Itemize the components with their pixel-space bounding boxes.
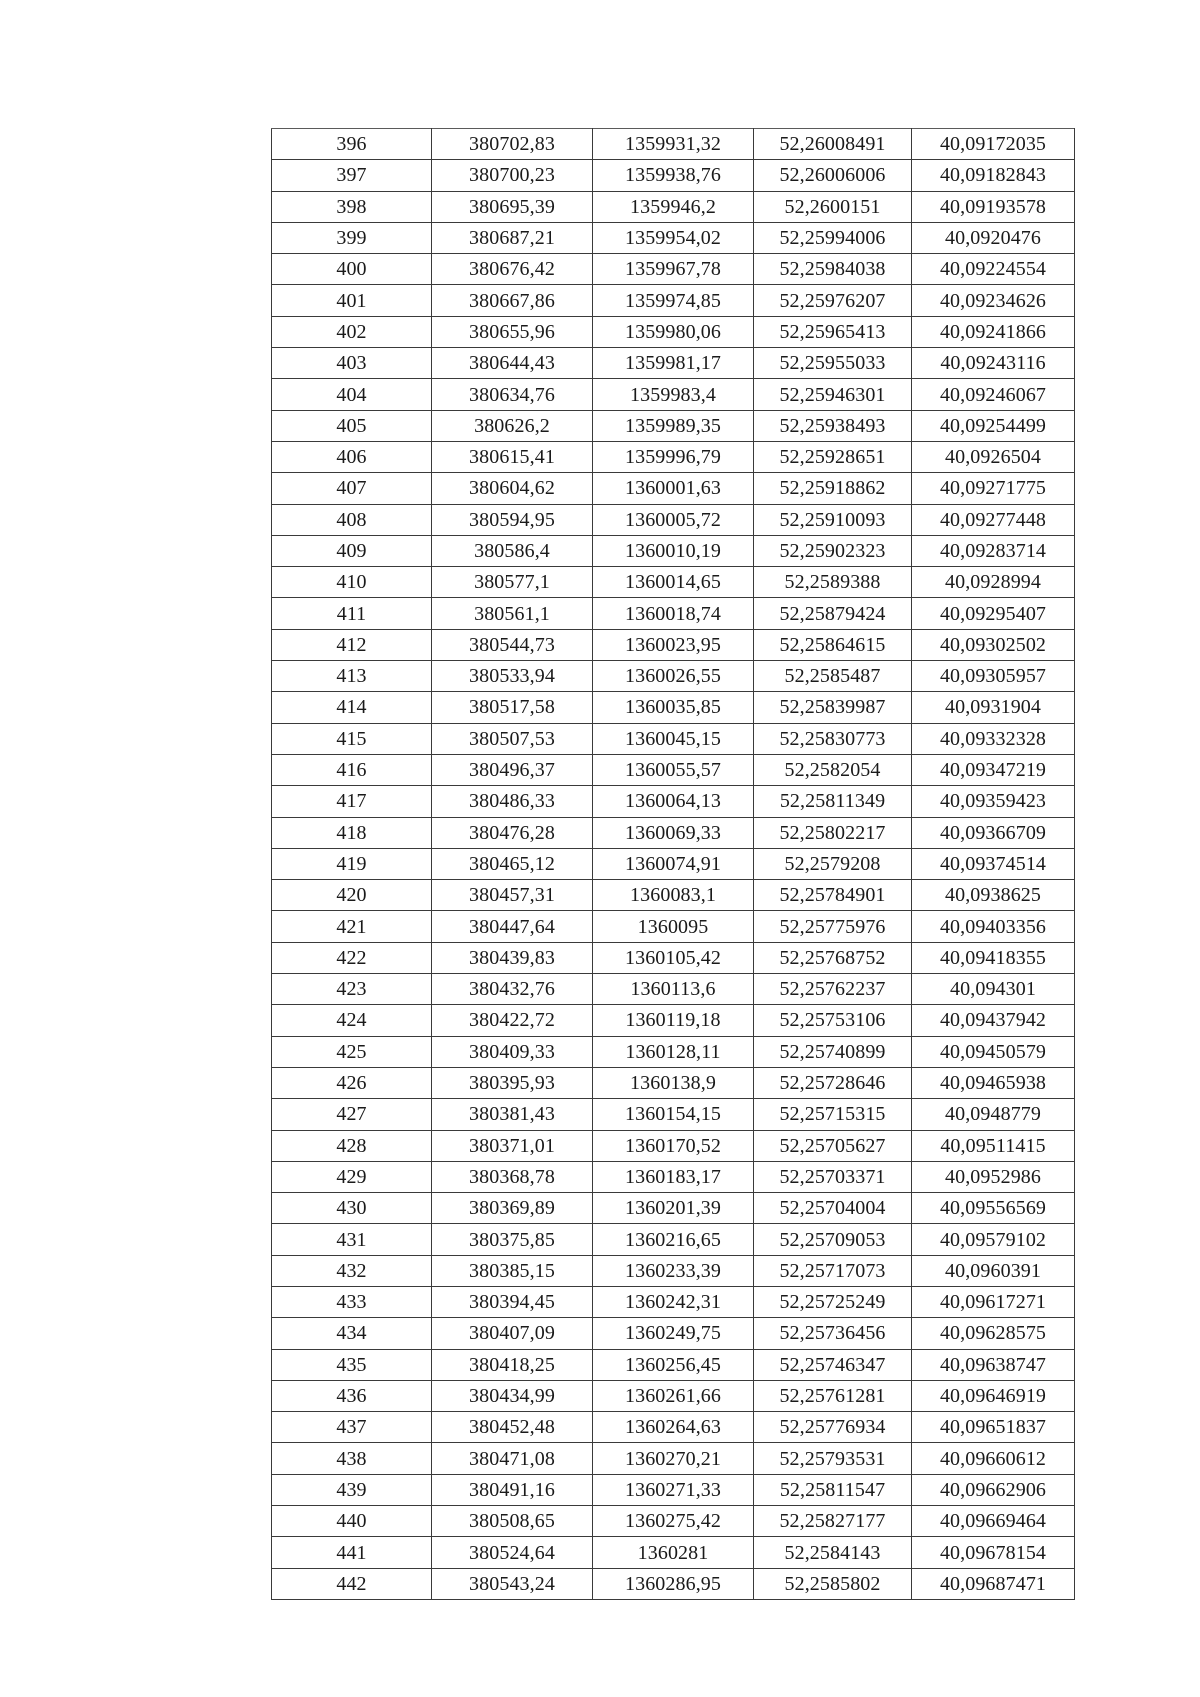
table-row xyxy=(272,848,1075,879)
x-coordinate-cell: 380395,93 xyxy=(432,1067,593,1098)
longitude-cell: 40,0926504 xyxy=(912,441,1075,472)
latitude-cell: 52,2582054 xyxy=(754,754,912,785)
x-coordinate-cell: 380434,99 xyxy=(432,1380,593,1411)
latitude-cell: 52,25776934 xyxy=(754,1412,912,1443)
point-number-cell: 422 xyxy=(272,942,432,973)
longitude-cell: 40,09646919 xyxy=(912,1380,1075,1411)
point-number-cell: 424 xyxy=(272,1005,432,1036)
longitude-cell: 40,09243116 xyxy=(912,348,1075,379)
latitude-cell: 52,25918862 xyxy=(754,473,912,504)
y-coordinate-cell: 1360170,52 xyxy=(593,1130,754,1161)
x-coordinate-cell: 380369,89 xyxy=(432,1193,593,1224)
y-coordinate-cell: 1360270,21 xyxy=(593,1443,754,1474)
y-coordinate-cell: 1359974,85 xyxy=(593,285,754,316)
latitude-cell: 52,25715315 xyxy=(754,1099,912,1130)
x-coordinate-cell: 380507,53 xyxy=(432,723,593,754)
x-coordinate-cell: 380496,37 xyxy=(432,754,593,785)
point-number-cell: 421 xyxy=(272,911,432,942)
point-number-cell: 412 xyxy=(272,629,432,660)
point-number-cell: 405 xyxy=(272,410,432,441)
table-row xyxy=(272,1506,1075,1537)
point-number-cell: 408 xyxy=(272,504,432,535)
table-row xyxy=(272,1568,1075,1599)
point-number-cell: 439 xyxy=(272,1474,432,1505)
longitude-cell: 40,09254499 xyxy=(912,410,1075,441)
x-coordinate-cell: 380375,85 xyxy=(432,1224,593,1255)
y-coordinate-cell: 1359967,78 xyxy=(593,254,754,285)
x-coordinate-cell: 380385,15 xyxy=(432,1255,593,1286)
longitude-cell: 40,09224554 xyxy=(912,254,1075,285)
x-coordinate-cell: 380465,12 xyxy=(432,848,593,879)
y-coordinate-cell: 1360105,42 xyxy=(593,942,754,973)
y-coordinate-cell: 1359938,76 xyxy=(593,160,754,191)
table-row xyxy=(272,974,1075,1005)
y-coordinate-cell: 1359931,32 xyxy=(593,129,754,160)
latitude-cell: 52,25955033 xyxy=(754,348,912,379)
table-row xyxy=(272,1067,1075,1098)
point-number-cell: 399 xyxy=(272,222,432,253)
longitude-cell: 40,09283714 xyxy=(912,535,1075,566)
y-coordinate-cell: 1360035,85 xyxy=(593,692,754,723)
y-coordinate-cell: 1360095 xyxy=(593,911,754,942)
point-number-cell: 440 xyxy=(272,1506,432,1537)
latitude-cell: 52,25802217 xyxy=(754,817,912,848)
longitude-cell: 40,09465938 xyxy=(912,1067,1075,1098)
latitude-cell: 52,25864615 xyxy=(754,629,912,660)
point-number-cell: 411 xyxy=(272,598,432,629)
table-row xyxy=(272,1130,1075,1161)
latitude-cell: 52,25775976 xyxy=(754,911,912,942)
point-number-cell: 430 xyxy=(272,1193,432,1224)
latitude-cell: 52,2585802 xyxy=(754,1568,912,1599)
longitude-cell: 40,09511415 xyxy=(912,1130,1075,1161)
longitude-cell: 40,09302502 xyxy=(912,629,1075,660)
y-coordinate-cell: 1360201,39 xyxy=(593,1193,754,1224)
longitude-cell: 40,09638747 xyxy=(912,1349,1075,1380)
table-row xyxy=(272,535,1075,566)
x-coordinate-cell: 380644,43 xyxy=(432,348,593,379)
point-number-cell: 420 xyxy=(272,880,432,911)
longitude-cell: 40,09305957 xyxy=(912,661,1075,692)
y-coordinate-cell: 1360249,75 xyxy=(593,1318,754,1349)
x-coordinate-cell: 380439,83 xyxy=(432,942,593,973)
x-coordinate-cell: 380508,65 xyxy=(432,1506,593,1537)
longitude-cell: 40,09182843 xyxy=(912,160,1075,191)
table-row xyxy=(272,1255,1075,1286)
latitude-cell: 52,25928651 xyxy=(754,441,912,472)
y-coordinate-cell: 1360128,11 xyxy=(593,1036,754,1067)
coordinates-table-body xyxy=(272,129,1075,1600)
longitude-cell: 40,09662906 xyxy=(912,1474,1075,1505)
x-coordinate-cell: 380687,21 xyxy=(432,222,593,253)
point-number-cell: 415 xyxy=(272,723,432,754)
x-coordinate-cell: 380524,64 xyxy=(432,1537,593,1568)
x-coordinate-cell: 380476,28 xyxy=(432,817,593,848)
table-row xyxy=(272,1412,1075,1443)
x-coordinate-cell: 380409,33 xyxy=(432,1036,593,1067)
y-coordinate-cell: 1360281 xyxy=(593,1537,754,1568)
y-coordinate-cell: 1359980,06 xyxy=(593,316,754,347)
latitude-cell: 52,2579208 xyxy=(754,848,912,879)
x-coordinate-cell: 380432,76 xyxy=(432,974,593,1005)
x-coordinate-cell: 380422,72 xyxy=(432,1005,593,1036)
longitude-cell: 40,09374514 xyxy=(912,848,1075,879)
y-coordinate-cell: 1360026,55 xyxy=(593,661,754,692)
latitude-cell: 52,25717073 xyxy=(754,1255,912,1286)
y-coordinate-cell: 1360271,33 xyxy=(593,1474,754,1505)
table-row xyxy=(272,880,1075,911)
x-coordinate-cell: 380655,96 xyxy=(432,316,593,347)
longitude-cell: 40,0938625 xyxy=(912,880,1075,911)
table-row xyxy=(272,222,1075,253)
y-coordinate-cell: 1360005,72 xyxy=(593,504,754,535)
table-row xyxy=(272,598,1075,629)
y-coordinate-cell: 1360064,13 xyxy=(593,786,754,817)
latitude-cell: 52,25762237 xyxy=(754,974,912,1005)
longitude-cell: 40,09418355 xyxy=(912,942,1075,973)
table-row xyxy=(272,410,1075,441)
point-number-cell: 397 xyxy=(272,160,432,191)
x-coordinate-cell: 380371,01 xyxy=(432,1130,593,1161)
y-coordinate-cell: 1360264,63 xyxy=(593,1412,754,1443)
x-coordinate-cell: 380604,62 xyxy=(432,473,593,504)
longitude-cell: 40,0948779 xyxy=(912,1099,1075,1130)
longitude-cell: 40,09295407 xyxy=(912,598,1075,629)
point-number-cell: 437 xyxy=(272,1412,432,1443)
table-row xyxy=(272,786,1075,817)
y-coordinate-cell: 1359954,02 xyxy=(593,222,754,253)
y-coordinate-cell: 1360242,31 xyxy=(593,1286,754,1317)
y-coordinate-cell: 1360074,91 xyxy=(593,848,754,879)
point-number-cell: 425 xyxy=(272,1036,432,1067)
point-number-cell: 414 xyxy=(272,692,432,723)
y-coordinate-cell: 1359946,2 xyxy=(593,191,754,222)
longitude-cell: 40,09437942 xyxy=(912,1005,1075,1036)
table-row xyxy=(272,629,1075,660)
y-coordinate-cell: 1360069,33 xyxy=(593,817,754,848)
x-coordinate-cell: 380543,24 xyxy=(432,1568,593,1599)
point-number-cell: 418 xyxy=(272,817,432,848)
latitude-cell: 52,25879424 xyxy=(754,598,912,629)
y-coordinate-cell: 1360275,42 xyxy=(593,1506,754,1537)
longitude-cell: 40,09579102 xyxy=(912,1224,1075,1255)
longitude-cell: 40,09246067 xyxy=(912,379,1075,410)
point-number-cell: 417 xyxy=(272,786,432,817)
table-row xyxy=(272,316,1075,347)
coordinates-table xyxy=(271,128,1075,1600)
x-coordinate-cell: 380533,94 xyxy=(432,661,593,692)
latitude-cell: 52,25703371 xyxy=(754,1161,912,1192)
x-coordinate-cell: 380457,31 xyxy=(432,880,593,911)
table-row xyxy=(272,723,1075,754)
x-coordinate-cell: 380634,76 xyxy=(432,379,593,410)
longitude-cell: 40,09271775 xyxy=(912,473,1075,504)
longitude-cell: 40,09277448 xyxy=(912,504,1075,535)
x-coordinate-cell: 380615,41 xyxy=(432,441,593,472)
x-coordinate-cell: 380517,58 xyxy=(432,692,593,723)
table-row xyxy=(272,567,1075,598)
x-coordinate-cell: 380368,78 xyxy=(432,1161,593,1192)
longitude-cell: 40,09450579 xyxy=(912,1036,1075,1067)
point-number-cell: 401 xyxy=(272,285,432,316)
point-number-cell: 434 xyxy=(272,1318,432,1349)
table-row xyxy=(272,1537,1075,1568)
latitude-cell: 52,25811349 xyxy=(754,786,912,817)
point-number-cell: 442 xyxy=(272,1568,432,1599)
longitude-cell: 40,0931904 xyxy=(912,692,1075,723)
table-row xyxy=(272,1349,1075,1380)
table-row xyxy=(272,661,1075,692)
table-row xyxy=(272,1474,1075,1505)
latitude-cell: 52,25704004 xyxy=(754,1193,912,1224)
latitude-cell: 52,25725249 xyxy=(754,1286,912,1317)
x-coordinate-cell: 380702,83 xyxy=(432,129,593,160)
longitude-cell: 40,0920476 xyxy=(912,222,1075,253)
longitude-cell: 40,0952986 xyxy=(912,1161,1075,1192)
longitude-cell: 40,09678154 xyxy=(912,1537,1075,1568)
x-coordinate-cell: 380586,4 xyxy=(432,535,593,566)
latitude-cell: 52,25736456 xyxy=(754,1318,912,1349)
latitude-cell: 52,25994006 xyxy=(754,222,912,253)
latitude-cell: 52,25827177 xyxy=(754,1506,912,1537)
x-coordinate-cell: 380695,39 xyxy=(432,191,593,222)
y-coordinate-cell: 1360055,57 xyxy=(593,754,754,785)
point-number-cell: 403 xyxy=(272,348,432,379)
latitude-cell: 52,25793531 xyxy=(754,1443,912,1474)
table-row xyxy=(272,348,1075,379)
longitude-cell: 40,09366709 xyxy=(912,817,1075,848)
point-number-cell: 413 xyxy=(272,661,432,692)
latitude-cell: 52,25811547 xyxy=(754,1474,912,1505)
table-row xyxy=(272,1036,1075,1067)
point-number-cell: 428 xyxy=(272,1130,432,1161)
latitude-cell: 52,25984038 xyxy=(754,254,912,285)
point-number-cell: 400 xyxy=(272,254,432,285)
x-coordinate-cell: 380626,2 xyxy=(432,410,593,441)
y-coordinate-cell: 1360014,65 xyxy=(593,567,754,598)
point-number-cell: 427 xyxy=(272,1099,432,1130)
latitude-cell: 52,25761281 xyxy=(754,1380,912,1411)
longitude-cell: 40,0960391 xyxy=(912,1255,1075,1286)
latitude-cell: 52,2585487 xyxy=(754,661,912,692)
y-coordinate-cell: 1360119,18 xyxy=(593,1005,754,1036)
longitude-cell: 40,09651837 xyxy=(912,1412,1075,1443)
table-row xyxy=(272,754,1075,785)
latitude-cell: 52,26006006 xyxy=(754,160,912,191)
y-coordinate-cell: 1360001,63 xyxy=(593,473,754,504)
longitude-cell: 40,09617271 xyxy=(912,1286,1075,1317)
latitude-cell: 52,25976207 xyxy=(754,285,912,316)
table-row xyxy=(272,817,1075,848)
point-number-cell: 404 xyxy=(272,379,432,410)
x-coordinate-cell: 380676,42 xyxy=(432,254,593,285)
x-coordinate-cell: 380381,43 xyxy=(432,1099,593,1130)
point-number-cell: 435 xyxy=(272,1349,432,1380)
x-coordinate-cell: 380407,09 xyxy=(432,1318,593,1349)
point-number-cell: 436 xyxy=(272,1380,432,1411)
point-number-cell: 416 xyxy=(272,754,432,785)
latitude-cell: 52,25728646 xyxy=(754,1067,912,1098)
y-coordinate-cell: 1360216,65 xyxy=(593,1224,754,1255)
latitude-cell: 52,26008491 xyxy=(754,129,912,160)
point-number-cell: 402 xyxy=(272,316,432,347)
point-number-cell: 429 xyxy=(272,1161,432,1192)
latitude-cell: 52,2589388 xyxy=(754,567,912,598)
table-row xyxy=(272,441,1075,472)
y-coordinate-cell: 1360010,19 xyxy=(593,535,754,566)
point-number-cell: 431 xyxy=(272,1224,432,1255)
y-coordinate-cell: 1360113,6 xyxy=(593,974,754,1005)
y-coordinate-cell: 1359981,17 xyxy=(593,348,754,379)
table-row xyxy=(272,692,1075,723)
longitude-cell: 40,09359423 xyxy=(912,786,1075,817)
table-row xyxy=(272,1224,1075,1255)
point-number-cell: 423 xyxy=(272,974,432,1005)
x-coordinate-cell: 380561,1 xyxy=(432,598,593,629)
y-coordinate-cell: 1360083,1 xyxy=(593,880,754,911)
point-number-cell: 407 xyxy=(272,473,432,504)
y-coordinate-cell: 1360183,17 xyxy=(593,1161,754,1192)
latitude-cell: 52,25946301 xyxy=(754,379,912,410)
x-coordinate-cell: 380544,73 xyxy=(432,629,593,660)
latitude-cell: 52,25705627 xyxy=(754,1130,912,1161)
table-row xyxy=(272,1161,1075,1192)
longitude-cell: 40,09687471 xyxy=(912,1568,1075,1599)
point-number-cell: 396 xyxy=(272,129,432,160)
longitude-cell: 40,0928994 xyxy=(912,567,1075,598)
y-coordinate-cell: 1359989,35 xyxy=(593,410,754,441)
x-coordinate-cell: 380667,86 xyxy=(432,285,593,316)
latitude-cell: 52,25965413 xyxy=(754,316,912,347)
latitude-cell: 52,2600151 xyxy=(754,191,912,222)
x-coordinate-cell: 380594,95 xyxy=(432,504,593,535)
x-coordinate-cell: 380700,23 xyxy=(432,160,593,191)
x-coordinate-cell: 380486,33 xyxy=(432,786,593,817)
table-row xyxy=(272,1443,1075,1474)
y-coordinate-cell: 1360286,95 xyxy=(593,1568,754,1599)
table-row xyxy=(272,1318,1075,1349)
y-coordinate-cell: 1360138,9 xyxy=(593,1067,754,1098)
latitude-cell: 52,25830773 xyxy=(754,723,912,754)
longitude-cell: 40,09347219 xyxy=(912,754,1075,785)
y-coordinate-cell: 1359996,79 xyxy=(593,441,754,472)
table-row xyxy=(272,504,1075,535)
longitude-cell: 40,09556569 xyxy=(912,1193,1075,1224)
table-row xyxy=(272,911,1075,942)
latitude-cell: 52,25902323 xyxy=(754,535,912,566)
table-row xyxy=(272,1005,1075,1036)
latitude-cell: 52,25784901 xyxy=(754,880,912,911)
table-row xyxy=(272,129,1075,160)
point-number-cell: 410 xyxy=(272,567,432,598)
longitude-cell: 40,09660612 xyxy=(912,1443,1075,1474)
y-coordinate-cell: 1359983,4 xyxy=(593,379,754,410)
point-number-cell: 398 xyxy=(272,191,432,222)
y-coordinate-cell: 1360154,15 xyxy=(593,1099,754,1130)
table-row xyxy=(272,1380,1075,1411)
point-number-cell: 433 xyxy=(272,1286,432,1317)
longitude-cell: 40,09669464 xyxy=(912,1506,1075,1537)
x-coordinate-cell: 380577,1 xyxy=(432,567,593,598)
table-row xyxy=(272,1099,1075,1130)
point-number-cell: 409 xyxy=(272,535,432,566)
y-coordinate-cell: 1360256,45 xyxy=(593,1349,754,1380)
longitude-cell: 40,09628575 xyxy=(912,1318,1075,1349)
table-row xyxy=(272,191,1075,222)
x-coordinate-cell: 380491,16 xyxy=(432,1474,593,1505)
x-coordinate-cell: 380471,08 xyxy=(432,1443,593,1474)
point-number-cell: 419 xyxy=(272,848,432,879)
table-row xyxy=(272,942,1075,973)
longitude-cell: 40,09193578 xyxy=(912,191,1075,222)
longitude-cell: 40,09241866 xyxy=(912,316,1075,347)
x-coordinate-cell: 380394,45 xyxy=(432,1286,593,1317)
point-number-cell: 426 xyxy=(272,1067,432,1098)
longitude-cell: 40,09234626 xyxy=(912,285,1075,316)
longitude-cell: 40,09172035 xyxy=(912,129,1075,160)
latitude-cell: 52,25753106 xyxy=(754,1005,912,1036)
latitude-cell: 52,25938493 xyxy=(754,410,912,441)
latitude-cell: 52,25746347 xyxy=(754,1349,912,1380)
table-row xyxy=(272,285,1075,316)
x-coordinate-cell: 380418,25 xyxy=(432,1349,593,1380)
latitude-cell: 52,25910093 xyxy=(754,504,912,535)
latitude-cell: 52,25839987 xyxy=(754,692,912,723)
table-row xyxy=(272,254,1075,285)
longitude-cell: 40,09332328 xyxy=(912,723,1075,754)
table-row xyxy=(272,473,1075,504)
x-coordinate-cell: 380447,64 xyxy=(432,911,593,942)
table-row xyxy=(272,1193,1075,1224)
table-row xyxy=(272,379,1075,410)
longitude-cell: 40,09403356 xyxy=(912,911,1075,942)
latitude-cell: 52,25740899 xyxy=(754,1036,912,1067)
point-number-cell: 406 xyxy=(272,441,432,472)
point-number-cell: 441 xyxy=(272,1537,432,1568)
table-row xyxy=(272,1286,1075,1317)
longitude-cell: 40,094301 xyxy=(912,974,1075,1005)
latitude-cell: 52,25768752 xyxy=(754,942,912,973)
latitude-cell: 52,25709053 xyxy=(754,1224,912,1255)
point-number-cell: 432 xyxy=(272,1255,432,1286)
y-coordinate-cell: 1360018,74 xyxy=(593,598,754,629)
y-coordinate-cell: 1360023,95 xyxy=(593,629,754,660)
y-coordinate-cell: 1360233,39 xyxy=(593,1255,754,1286)
latitude-cell: 52,2584143 xyxy=(754,1537,912,1568)
x-coordinate-cell: 380452,48 xyxy=(432,1412,593,1443)
table-row xyxy=(272,160,1075,191)
y-coordinate-cell: 1360045,15 xyxy=(593,723,754,754)
y-coordinate-cell: 1360261,66 xyxy=(593,1380,754,1411)
point-number-cell: 438 xyxy=(272,1443,432,1474)
